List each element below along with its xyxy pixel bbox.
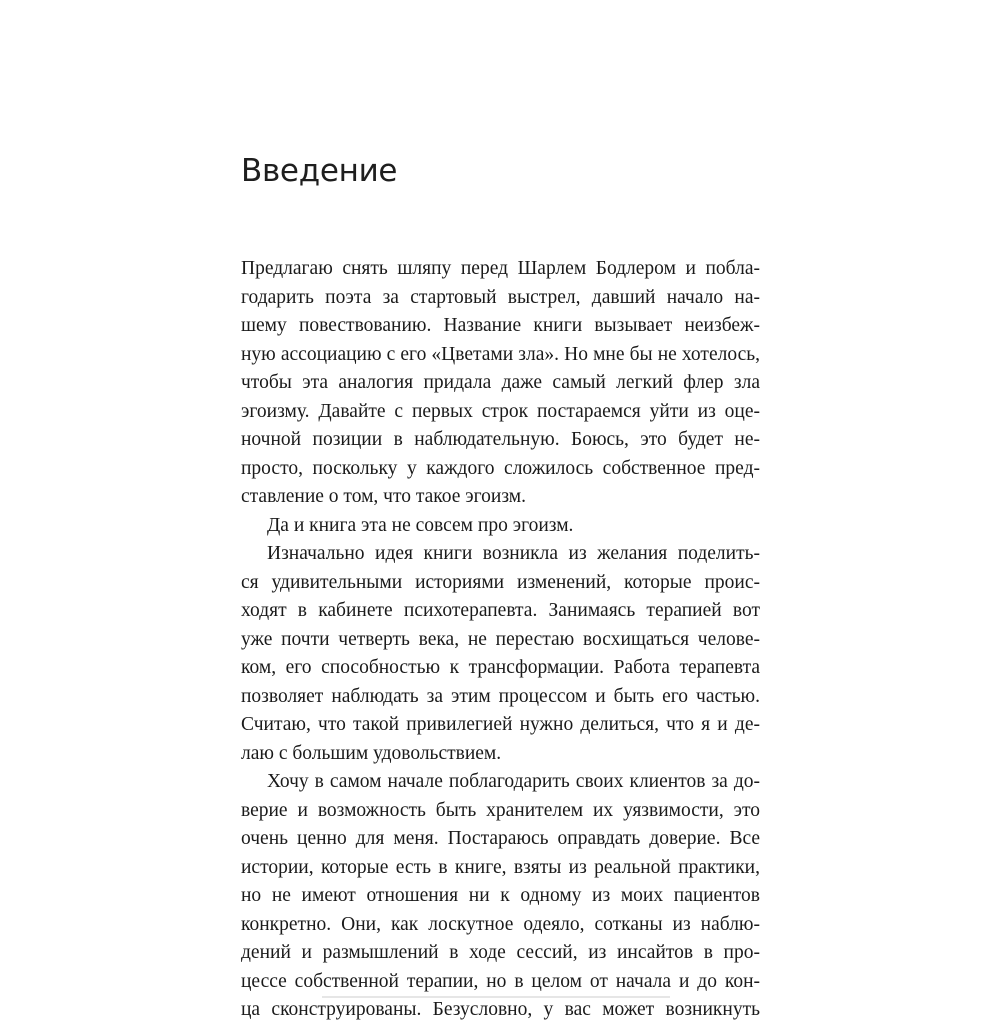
text-line: Предлагаю снять шляпу перед Шарлем Бодлером и побла-	[241, 258, 760, 279]
text-line: просто, поскольку у каждого сложилось собственное пред-	[241, 457, 760, 479]
page-bottom-rule	[322, 996, 670, 998]
text-line: чтобы эта аналогия придала даже самый легкий флер зла	[241, 372, 760, 393]
text-line: ную ассоциацию с его «Цветами зла». Но мне бы не хотелось,	[241, 343, 760, 365]
text-line: истории, которые есть в книге, взяты из реальной практики,	[241, 856, 760, 878]
text-line: конкретно. Они, как лоскутное одеяло, сотканы из наблю-	[241, 913, 760, 935]
text-line: годарить поэта за стартовый выстрел, давший начало на-	[241, 286, 760, 308]
text-line: ставление о том, что такое эгоизм.	[241, 486, 526, 507]
text-line: Хочу в самом начале поблагодарить своих клиентов за до-	[267, 771, 760, 792]
text-line: цессе собственной терапии, но в целом от начала и до кон-	[241, 970, 760, 992]
text-line: верие и возможность быть хранителем их уязвимости, это	[241, 799, 760, 821]
text-line: дений и размышлений в ходе сессий, из инсайтов в про-	[241, 942, 760, 963]
text-line: шему повествованию. Название книги вызывает неизбеж-	[241, 315, 760, 336]
text-line: эгоизму. Давайте с первых строк постараемся уйти из оце-	[241, 400, 760, 422]
text-line: Да и книга эта не совсем про эгоизм.	[267, 514, 574, 536]
text-line: позволяет наблюдать за этим процессом и быть его частью.	[241, 685, 760, 707]
text-line: лаю с большим удовольствием.	[241, 742, 502, 764]
text-line: ца сконструированы. Безусловно, у вас может возникнуть	[241, 999, 760, 1020]
text-line: ком, его способностью к трансформации. Работа терапевта	[241, 657, 760, 678]
text-line: но не имеют отношения ни к одному из моих пациентов	[241, 885, 760, 906]
text-line: Изначально идея книги возникла из желания поделить-	[267, 543, 760, 564]
chapter-title: Введение	[241, 153, 398, 189]
text-line: уже почти четверть века, не перестаю восхищаться челове-	[241, 628, 760, 650]
text-line: ся удивительными историями изменений, которые проис-	[241, 571, 760, 593]
text-line: Считаю, что такой привилегией нужно делиться, что я и де-	[241, 714, 760, 735]
text-line: ночной позиции в наблюдательную. Боюсь, это будет не-	[241, 429, 760, 450]
text-line: очень ценно для меня. Постараюсь оправдать доверие. Все	[241, 828, 760, 849]
text-line: ходят в кабинете психотерапевта. Занимаясь терапией вот	[241, 600, 760, 621]
chapter-body	[241, 255, 760, 1025]
